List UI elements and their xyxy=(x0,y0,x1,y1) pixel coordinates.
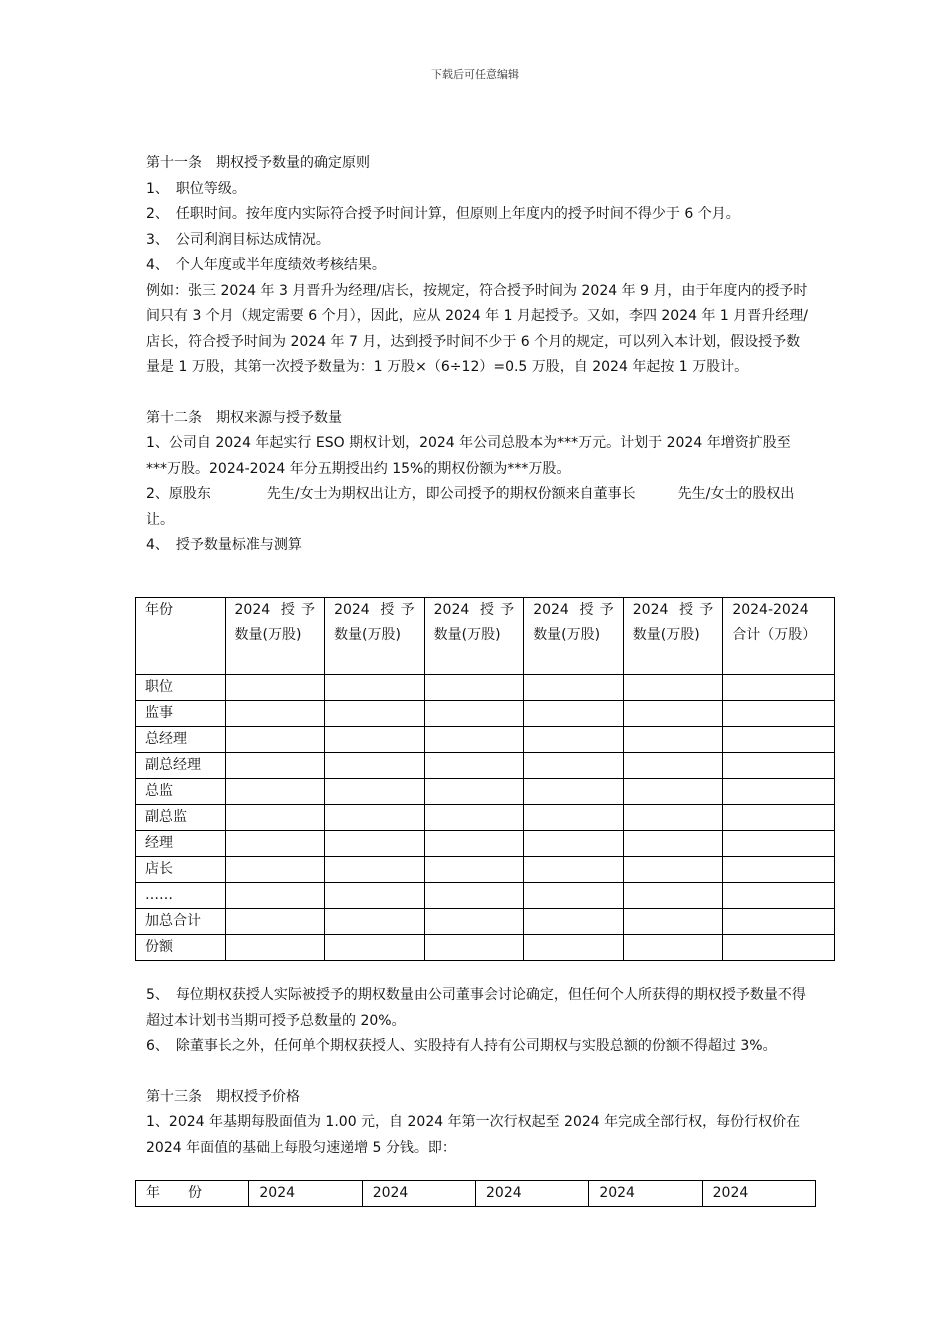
article-13-title: 第十三条 期权授予价格 xyxy=(146,1088,300,1105)
table-row xyxy=(136,857,835,883)
article-12-title: 第十二条 期权来源与授予数量 xyxy=(146,409,342,426)
price-table xyxy=(135,1180,816,1207)
row-label: 店长 xyxy=(136,857,226,883)
grant-quota-table xyxy=(135,597,835,961)
header-cell: 2024 授予数量(万股) xyxy=(325,598,425,675)
row-label: 总监 xyxy=(136,779,226,805)
article-11-title: 第十一条 期权授予数量的确定原则 xyxy=(146,155,370,171)
table-row xyxy=(136,701,835,727)
row-label: 副总经理 xyxy=(136,753,226,779)
header-cell-total: 2024-2024 合计（万股） xyxy=(723,598,835,675)
header-cell-year: 年份 xyxy=(136,598,226,675)
article-12-item: 2、原股东 先生/女士为期权出让方，即公司授予的期权份额来自董事长 先生/女士的股权出让。 xyxy=(146,486,795,528)
table-header-row xyxy=(136,598,835,675)
row-label: 经理 xyxy=(136,831,226,857)
row-label: 副总监 xyxy=(136,805,226,831)
document-body-continued xyxy=(146,983,810,1161)
price-cell: 2024 xyxy=(362,1181,475,1207)
article-12-item: 4、 授予数量标准与测算 xyxy=(146,537,302,553)
header-cell: 2024 授予数量(万股) xyxy=(524,598,624,675)
clause-item: 6、 除董事长之外，任何单个期权获授人、实股持有人持有公司期权与实股总额的份额不得超过 3%。 xyxy=(146,1038,777,1054)
article-11-item: 4、 个人年度或半年度绩效考核结果。 xyxy=(146,257,386,273)
price-cell: 2024 xyxy=(249,1181,362,1207)
row-label: 加总合计 xyxy=(136,909,226,935)
article-13-text: 1、2024 年基期每股面值为 1.00 元，自 2024 年第一次行权起至 2024 年完成全部行权，每份行权价在 2024 年面值的基础上每股匀速递增 5 分钱。即： xyxy=(146,1114,801,1156)
article-11-example: 例如：张三 2024 年 3 月晋升为经理/店长，按规定，符合授予时间为 2024 年 9 月，由于年度内的授予时间只有 3 个月（规定需要 6 个月），因此，应从 2024 年 1 月起授予。又如，李四 2024 年 1 月晋升经理/店长，符合授予时间为 2024 年 7 月，达到授予时间不少于 6 个月的规定，可以列入本计划，假设授予数量是 1 万股，其第一次授予数量为：1 万股×（6÷12）=0.5 万股，自 2024 年起按 1 万股计。 xyxy=(146,282,809,375)
header-cell: 2024 授予数量(万股) xyxy=(623,598,723,675)
article-12-item: 1、公司自 2024 年起实行 ESO 期权计划，2024 年公司总股本为***万元。计划于 2024 年增资扩股至***万股。2024-2024 年分五期授出约 15%的期权份额为***万股。 xyxy=(146,435,791,477)
price-cell: 2024 xyxy=(702,1181,815,1207)
table-row xyxy=(136,805,835,831)
article-11-item: 3、 公司利润目标达成情况。 xyxy=(146,231,330,248)
table-row xyxy=(136,831,835,857)
header-note: 下载后可任意编辑 xyxy=(431,68,519,81)
price-cell: 2024 xyxy=(589,1181,702,1207)
row-label: 职位 xyxy=(136,675,226,701)
table-row xyxy=(136,675,835,701)
table-row xyxy=(136,935,835,961)
header-cell: 2024 授予数量(万股) xyxy=(424,598,524,675)
article-11-item: 1、 职位等级。 xyxy=(146,180,246,197)
row-label: 份额 xyxy=(136,935,226,961)
row-label: 监事 xyxy=(136,701,226,727)
table-row xyxy=(136,883,835,909)
clause-item: 5、 每位期权获授人实际被授予的期权数量由公司董事会讨论确定，但任何个人所获得的期权授予数量不得超过本计划书当期可授予总数量的 20%。 xyxy=(146,987,806,1029)
table-row xyxy=(136,779,835,805)
table-row xyxy=(136,1181,816,1207)
table-row xyxy=(136,909,835,935)
header-cell: 2024 授予数量(万股) xyxy=(225,598,325,675)
row-label: …… xyxy=(136,883,226,909)
document-body xyxy=(146,151,810,559)
row-label: 总经理 xyxy=(136,727,226,753)
article-11-item: 2、 任职时间。按年度内实际符合授予时间计算，但原则上年度内的授予时间不得少于 6 个月。 xyxy=(146,206,740,222)
table-row xyxy=(136,727,835,753)
price-cell: 2024 xyxy=(476,1181,589,1207)
price-cell-year: 年 份 xyxy=(136,1181,249,1207)
table-row xyxy=(136,753,835,779)
